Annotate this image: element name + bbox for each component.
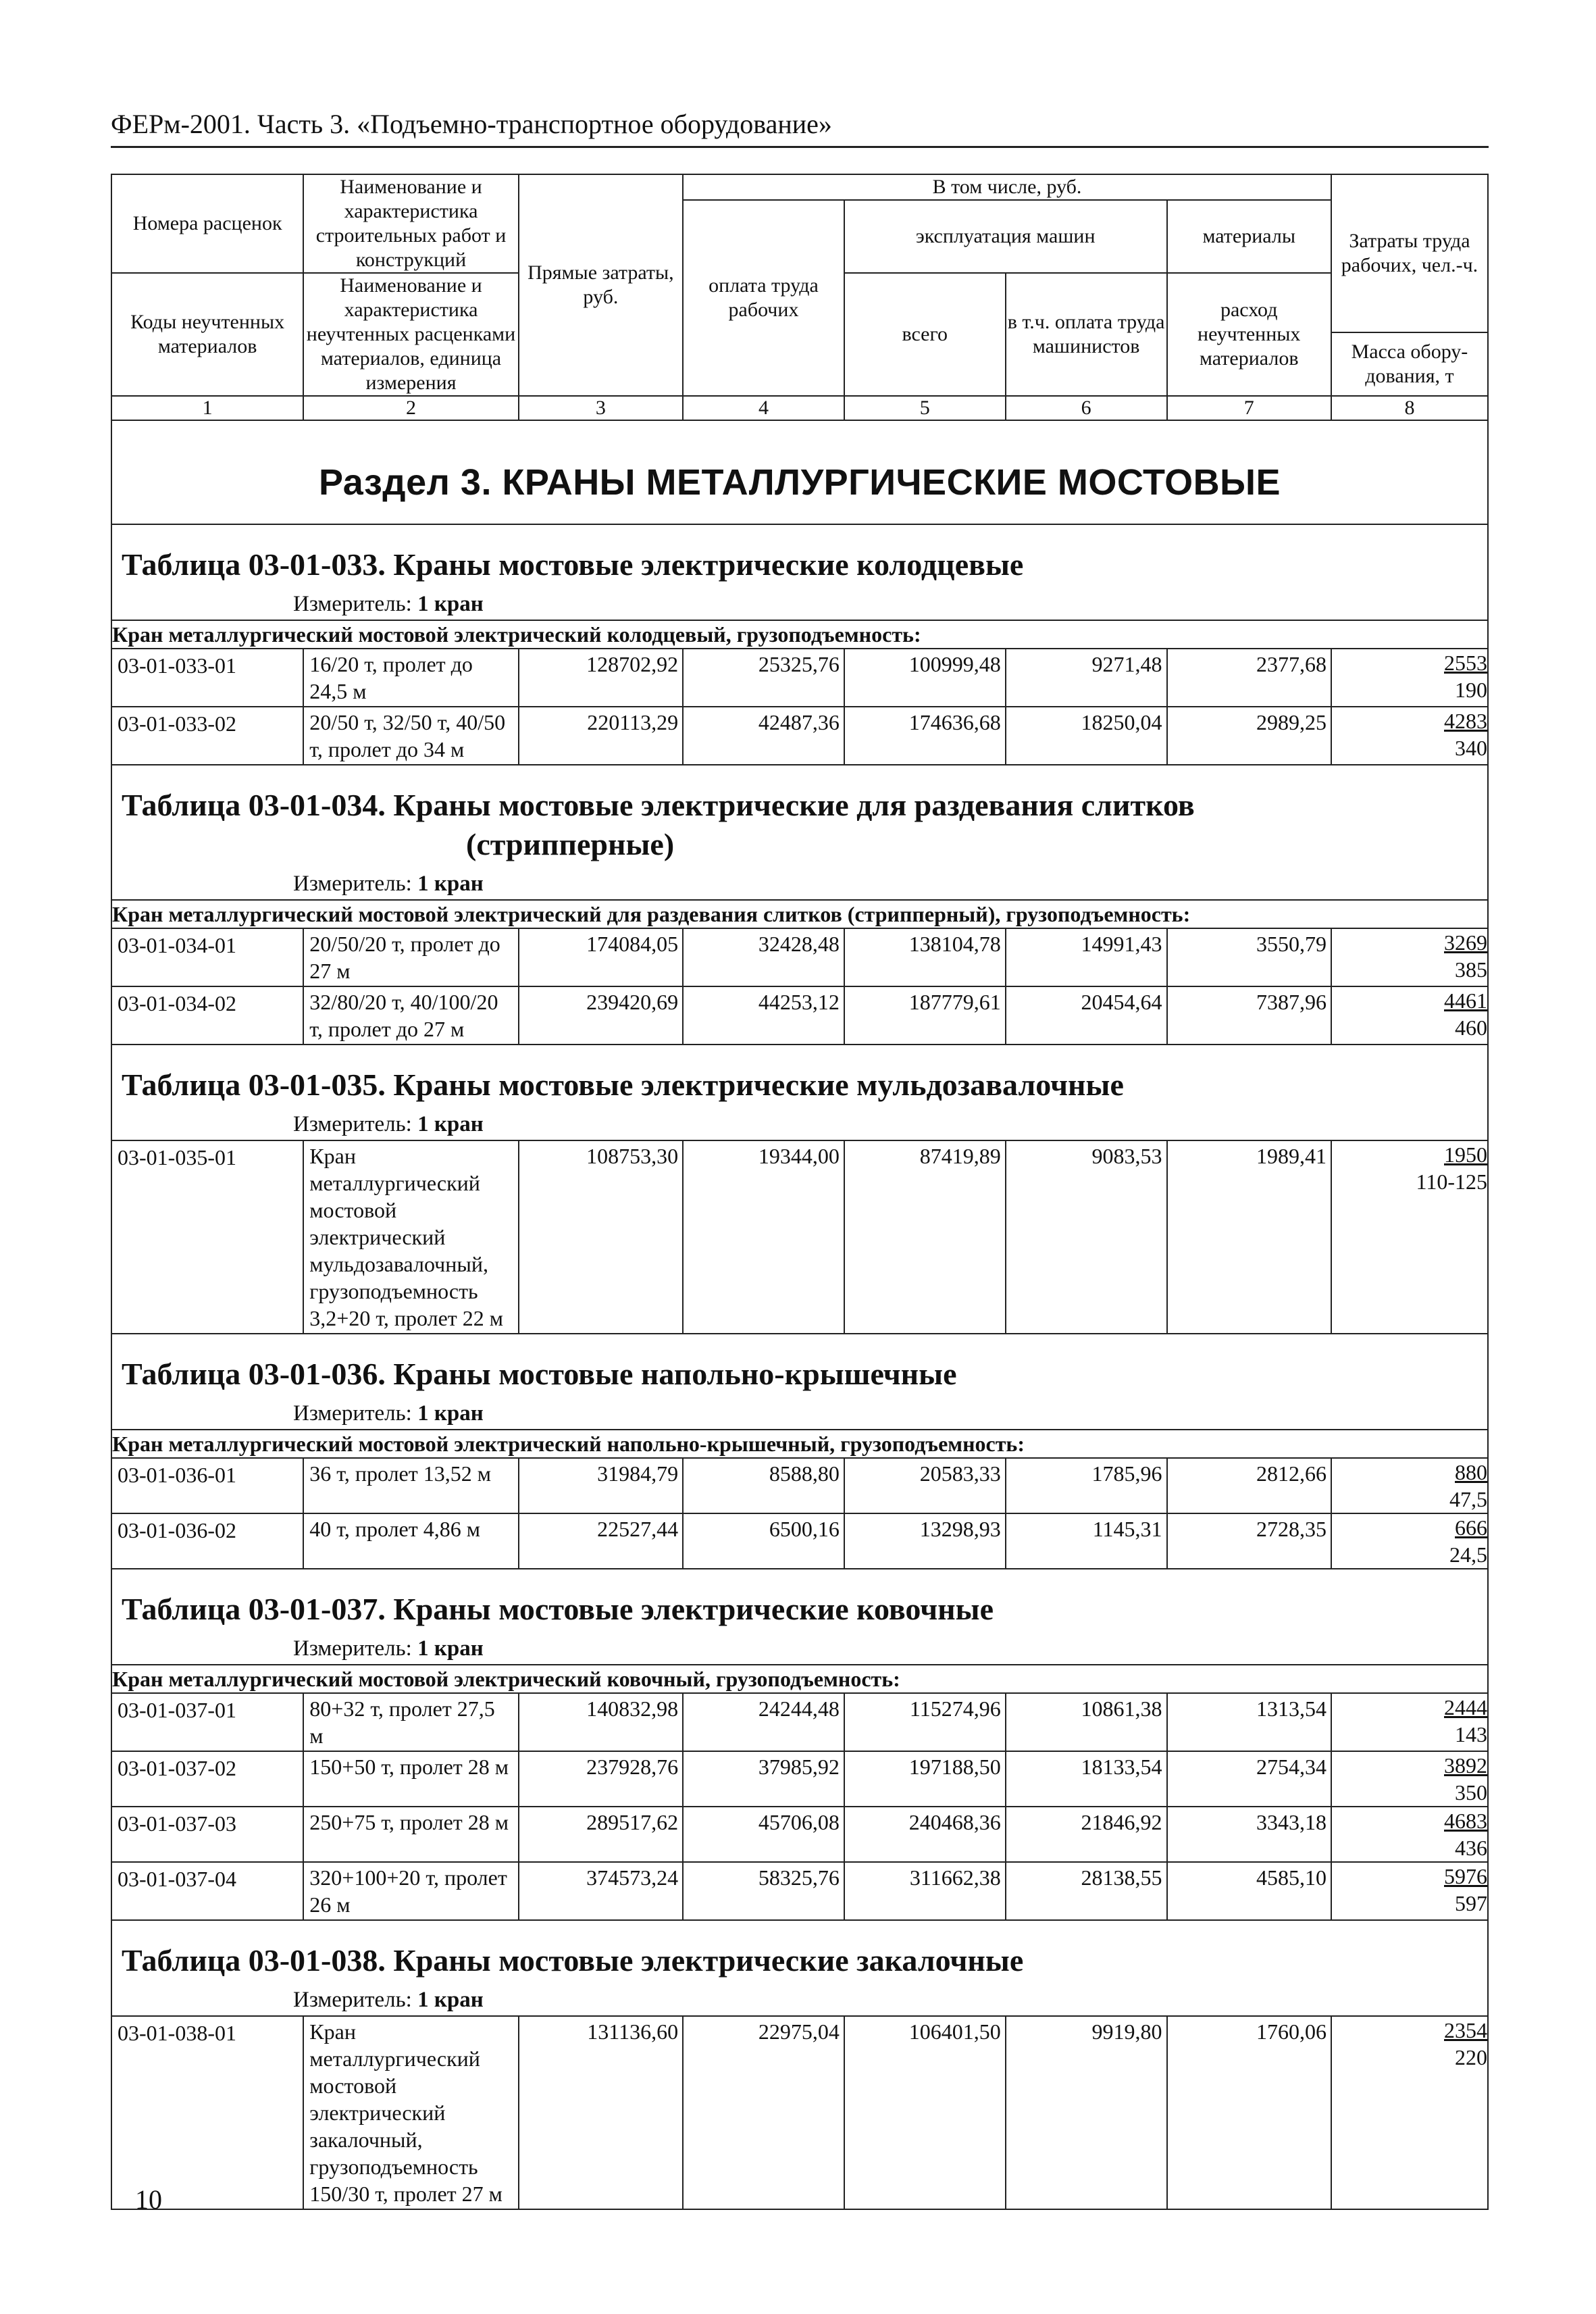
labor-pay: 25325,76: [683, 649, 844, 707]
table-title-cell: [111, 1920, 1488, 2016]
labor-pay: 44253,12: [683, 986, 844, 1045]
header-equipment-mass: Масса обору-дования, т: [1331, 332, 1488, 396]
rate-code: 03-01-036-01: [111, 1458, 303, 1513]
machines-total: 106401,50: [844, 2016, 1006, 2209]
machines-total: 13298,93: [844, 1513, 1006, 1569]
machines-labor-pay: 10861,38: [1006, 1693, 1167, 1751]
direct-costs: 374573,24: [519, 1862, 683, 1920]
column-number: 7: [1167, 396, 1331, 420]
table-title-cell: [111, 1569, 1488, 1665]
direct-costs: 31984,79: [519, 1458, 683, 1513]
rate-code: 03-01-037-01: [111, 1693, 303, 1751]
direct-costs: 174084,05: [519, 928, 683, 986]
materials-cost: 2989,25: [1167, 707, 1331, 765]
work-name: 80+32 т, пролет 27,5 м: [303, 1693, 518, 1751]
measure-line: [112, 1109, 1487, 1140]
labor-hours: 4283: [1444, 709, 1487, 733]
direct-costs: 140832,98: [519, 1693, 683, 1751]
labor-hours: 3269: [1444, 930, 1487, 955]
measure-line: [112, 588, 1487, 620]
labor-hours: 5976: [1444, 1864, 1487, 1888]
header-name-bottom: Наименование и характеристика неучтенных расценками материалов, единица измерения: [303, 273, 518, 396]
table-row: [111, 1807, 1488, 1862]
machines-total: 174636,68: [844, 707, 1006, 765]
direct-costs: 22527,44: [519, 1513, 683, 1569]
materials-cost: 3343,18: [1167, 1807, 1331, 1862]
labor-hours-and-mass: [1331, 707, 1488, 765]
labor-hours-and-mass: [1331, 1751, 1488, 1807]
equipment-mass: 190: [1455, 678, 1487, 702]
equipment-mass: 143: [1455, 1722, 1487, 1746]
labor-hours-and-mass: [1331, 2016, 1488, 2209]
work-name: 36 т, пролет 13,52 м: [303, 1458, 518, 1513]
equipment-mass: 47,5: [1449, 1487, 1487, 1511]
table-row: [111, 1458, 1488, 1513]
table-title-text: Таблица 03-01-037. Краны мостовые электрические ковочные: [122, 1592, 994, 1626]
labor-hours: 1950: [1444, 1142, 1487, 1167]
table-title-text: Таблица 03-01-038. Краны мостовые электрические закалочные: [122, 1943, 1024, 1978]
work-name: 250+75 т, пролет 28 м: [303, 1807, 518, 1862]
header-including: В том числе, руб.: [683, 174, 1331, 200]
labor-hours-and-mass: [1331, 986, 1488, 1045]
header-name-top: Наименование и характеристика строительных работ и конструкций: [303, 174, 518, 273]
materials-cost: 2812,66: [1167, 1458, 1331, 1513]
labor-hours: 4683: [1444, 1809, 1487, 1833]
measure-label: Измеритель:: [293, 1988, 412, 2012]
section-title: Раздел 3. КРАНЫ МЕТАЛЛУРГИЧЕСКИЕ МОСТОВЫЕ: [318, 462, 1281, 503]
materials-cost: 7387,96: [1167, 986, 1331, 1045]
rate-code: 03-01-037-02: [111, 1751, 303, 1807]
rate-code: 03-01-034-02: [111, 986, 303, 1045]
column-number: 8: [1331, 396, 1488, 420]
table-title-text: Таблица 03-01-034. Краны мостовые электрические для раздевания слитков: [122, 788, 1195, 822]
table-title-cell: [111, 1334, 1488, 1430]
table-row: [111, 1693, 1488, 1751]
labor-pay: 32428,48: [683, 928, 844, 986]
equipment-mass: 24,5: [1449, 1542, 1487, 1567]
equipment-mass: 350: [1455, 1780, 1487, 1805]
table-title: [112, 765, 1487, 868]
work-name: 150+50 т, пролет 28 м: [303, 1751, 518, 1807]
labor-hours-and-mass: [1331, 1693, 1488, 1751]
equipment-mass: 460: [1455, 1015, 1487, 1040]
machines-total: 240468,36: [844, 1807, 1006, 1862]
table-title: [112, 1569, 1487, 1633]
labor-pay: 37985,92: [683, 1751, 844, 1807]
work-name: 20/50/20 т, пролет до 27 м: [303, 928, 518, 986]
equipment-mass: 340: [1455, 736, 1487, 760]
document-page: [111, 108, 1489, 2210]
table-row: [111, 986, 1488, 1045]
table-row: [111, 2016, 1488, 2209]
work-name: 32/80/20 т, 40/100/20 т, пролет до 27 м: [303, 986, 518, 1045]
labor-hours-and-mass: [1331, 1513, 1488, 1569]
labor-pay: 8588,80: [683, 1458, 844, 1513]
table-row: [111, 928, 1488, 986]
measure-unit: 1 кран: [417, 1401, 484, 1426]
labor-pay: 45706,08: [683, 1807, 844, 1862]
labor-hours-and-mass: [1331, 1140, 1488, 1334]
column-number: 1: [111, 396, 303, 420]
machines-total: 100999,48: [844, 649, 1006, 707]
labor-pay: 58325,76: [683, 1862, 844, 1920]
machines-labor-pay: 18133,54: [1006, 1751, 1167, 1807]
header-machines-total: всего: [844, 273, 1006, 396]
labor-pay: 22975,04: [683, 2016, 844, 2209]
equipment-mass: 385: [1455, 957, 1487, 982]
labor-hours: 2553: [1444, 651, 1487, 675]
direct-costs: 237928,76: [519, 1751, 683, 1807]
machines-labor-pay: 9083,53: [1006, 1140, 1167, 1334]
table-row: [111, 1862, 1488, 1920]
work-name: 16/20 т, пролет до 24,5 м: [303, 649, 518, 707]
labor-hours-and-mass: [1331, 649, 1488, 707]
equipment-mass: 110-125: [1416, 1169, 1487, 1194]
table-title: [112, 1045, 1487, 1109]
group-heading: Кран металлургический мостовой электрический для раздевания слитков (стрипперный), грузоподъемность:: [111, 900, 1488, 928]
measure-line: [112, 868, 1487, 899]
materials-cost: 1760,06: [1167, 2016, 1331, 2209]
labor-pay: 42487,36: [683, 707, 844, 765]
column-number: 4: [683, 396, 844, 420]
work-name: Кран металлургический мостовой электрический мульдозавалочный, грузоподъемность 3,2+20 т, пролет 22 м: [303, 1140, 518, 1334]
materials-cost: 4585,10: [1167, 1862, 1331, 1920]
work-name: 20/50 т, 32/50 т, 40/50 т, пролет до 34 м: [303, 707, 518, 765]
materials-cost: 3550,79: [1167, 928, 1331, 986]
table-title-text: Таблица 03-01-035. Краны мостовые электрические мульдозавалочные: [122, 1067, 1124, 1102]
table-row: [111, 649, 1488, 707]
table-title-cell: [111, 524, 1488, 620]
measure-unit: 1 кран: [417, 592, 484, 616]
group-heading: Кран металлургический мостовой электрический ковочный, грузоподъемность:: [111, 1665, 1488, 1693]
labor-hours-and-mass: [1331, 1862, 1488, 1920]
column-number: 5: [844, 396, 1006, 420]
group-heading: Кран металлургический мостовой электрический колодцевый, грузоподъемность:: [111, 620, 1488, 649]
column-number: 2: [303, 396, 518, 420]
header-codes-bottom: Коды неучтенных материалов: [111, 273, 303, 396]
measure-label: Измеритель:: [293, 872, 412, 896]
labor-pay: 24244,48: [683, 1693, 844, 1751]
rate-code: 03-01-037-03: [111, 1807, 303, 1862]
labor-hours: 2354: [1444, 2018, 1487, 2042]
machines-total: 311662,38: [844, 1862, 1006, 1920]
measure-label: Измеритель:: [293, 1112, 412, 1136]
work-name: 40 т, пролет 4,86 м: [303, 1513, 518, 1569]
labor-hours-and-mass: [1331, 928, 1488, 986]
machines-total: 20583,33: [844, 1458, 1006, 1513]
labor-hours: 4461: [1444, 988, 1487, 1013]
machines-total: 115274,96: [844, 1693, 1006, 1751]
rate-code: 03-01-036-02: [111, 1513, 303, 1569]
labor-hours-and-mass: [1331, 1458, 1488, 1513]
measure-unit: 1 кран: [417, 1636, 484, 1661]
measure-unit: 1 кран: [417, 1988, 484, 2012]
work-name: 320+100+20 т, пролет 26 м: [303, 1862, 518, 1920]
machines-labor-pay: 14991,43: [1006, 928, 1167, 986]
measure-label: Измеритель:: [293, 592, 412, 616]
materials-cost: 1313,54: [1167, 1693, 1331, 1751]
labor-hours-and-mass: [1331, 1807, 1488, 1862]
materials-cost: 2754,34: [1167, 1751, 1331, 1807]
labor-hours: 666: [1455, 1515, 1487, 1540]
equipment-mass: 597: [1455, 1891, 1487, 1915]
machines-total: 138104,78: [844, 928, 1006, 986]
table-title-cell: [111, 1045, 1488, 1140]
materials-cost: 2728,35: [1167, 1513, 1331, 1569]
measure-label: Измеритель:: [293, 1401, 412, 1426]
table-title-text: Таблица 03-01-033. Краны мостовые электрические колодцевые: [122, 547, 1024, 582]
machines-total: 187779,61: [844, 986, 1006, 1045]
table-row: [111, 707, 1488, 765]
machines-labor-pay: 28138,55: [1006, 1862, 1167, 1920]
direct-costs: 128702,92: [519, 649, 683, 707]
table-title-continuation: (стрипперные): [466, 827, 675, 861]
rate-code: 03-01-037-04: [111, 1862, 303, 1920]
direct-costs: 131136,60: [519, 2016, 683, 2209]
work-name: Кран металлургический мостовой электрический закалочный, грузоподъемность 150/30 т, пролет 27 м: [303, 2016, 518, 2209]
header-codes-top: Номера расценок: [111, 174, 303, 273]
equipment-mass: 220: [1455, 2045, 1487, 2069]
machines-labor-pay: 9919,80: [1006, 2016, 1167, 2209]
equipment-mass: 436: [1455, 1836, 1487, 1860]
table-title: [112, 1921, 1487, 1984]
running-header: ФЕРм-2001. Часть 3. «Подъемно-транспортное оборудование»: [111, 108, 1489, 148]
direct-costs: 108753,30: [519, 1140, 683, 1334]
machines-total: 197188,50: [844, 1751, 1006, 1807]
header-machines: эксплуатация машин: [844, 200, 1167, 273]
header-direct-costs: Прямые затраты, руб.: [519, 174, 683, 396]
measure-unit: 1 кран: [417, 872, 484, 896]
rate-code: 03-01-034-01: [111, 928, 303, 986]
header-labor-pay: оплата труда рабочих: [683, 200, 844, 396]
rate-code: 03-01-035-01: [111, 1140, 303, 1334]
measure-line: [112, 1984, 1487, 2015]
rate-code: 03-01-033-02: [111, 707, 303, 765]
materials-cost: 2377,68: [1167, 649, 1331, 707]
page-number: 10: [135, 2184, 162, 2215]
materials-cost: 1989,41: [1167, 1140, 1331, 1334]
machines-labor-pay: 1145,31: [1006, 1513, 1167, 1569]
column-number: 6: [1006, 396, 1167, 420]
price-table: [111, 174, 1489, 2210]
table-title-cell: [111, 765, 1488, 900]
column-number: 3: [519, 396, 683, 420]
section-heading-cell: [111, 420, 1488, 524]
header-materials-use: расход неучтенных материалов: [1167, 273, 1331, 396]
machines-total: 87419,89: [844, 1140, 1006, 1334]
table-title: [112, 525, 1487, 588]
measure-line: [112, 1633, 1487, 1664]
direct-costs: 239420,69: [519, 986, 683, 1045]
labor-hours: 3892: [1444, 1753, 1487, 1778]
labor-hours: 880: [1455, 1460, 1487, 1484]
measure-unit: 1 кран: [417, 1112, 484, 1136]
machines-labor-pay: 20454,64: [1006, 986, 1167, 1045]
table-row: [111, 1751, 1488, 1807]
labor-hours: 2444: [1444, 1695, 1487, 1719]
direct-costs: 289517,62: [519, 1807, 683, 1862]
labor-pay: 6500,16: [683, 1513, 844, 1569]
machines-labor-pay: 18250,04: [1006, 707, 1167, 765]
group-heading: Кран металлургический мостовой электрический напольно-крышечный, грузоподъемность:: [111, 1430, 1488, 1458]
table-row: [111, 1513, 1488, 1569]
measure-label: Измеритель:: [293, 1636, 412, 1661]
labor-pay: 19344,00: [683, 1140, 844, 1334]
machines-labor-pay: 21846,92: [1006, 1807, 1167, 1862]
rate-code: 03-01-038-01: [111, 2016, 303, 2209]
rate-code: 03-01-033-01: [111, 649, 303, 707]
measure-line: [112, 1398, 1487, 1429]
machines-labor-pay: 9271,48: [1006, 649, 1167, 707]
table-title-text: Таблица 03-01-036. Краны мостовые напольно-крышечные: [122, 1357, 957, 1391]
header-machines-labor: в т.ч. оплата труда машинистов: [1006, 273, 1167, 396]
table-row: [111, 1140, 1488, 1334]
header-labor-hours: Затраты труда рабочих, чел.-ч.: [1331, 174, 1488, 332]
header-materials: материалы: [1167, 200, 1331, 273]
direct-costs: 220113,29: [519, 707, 683, 765]
machines-labor-pay: 1785,96: [1006, 1458, 1167, 1513]
table-title: [112, 1334, 1487, 1398]
